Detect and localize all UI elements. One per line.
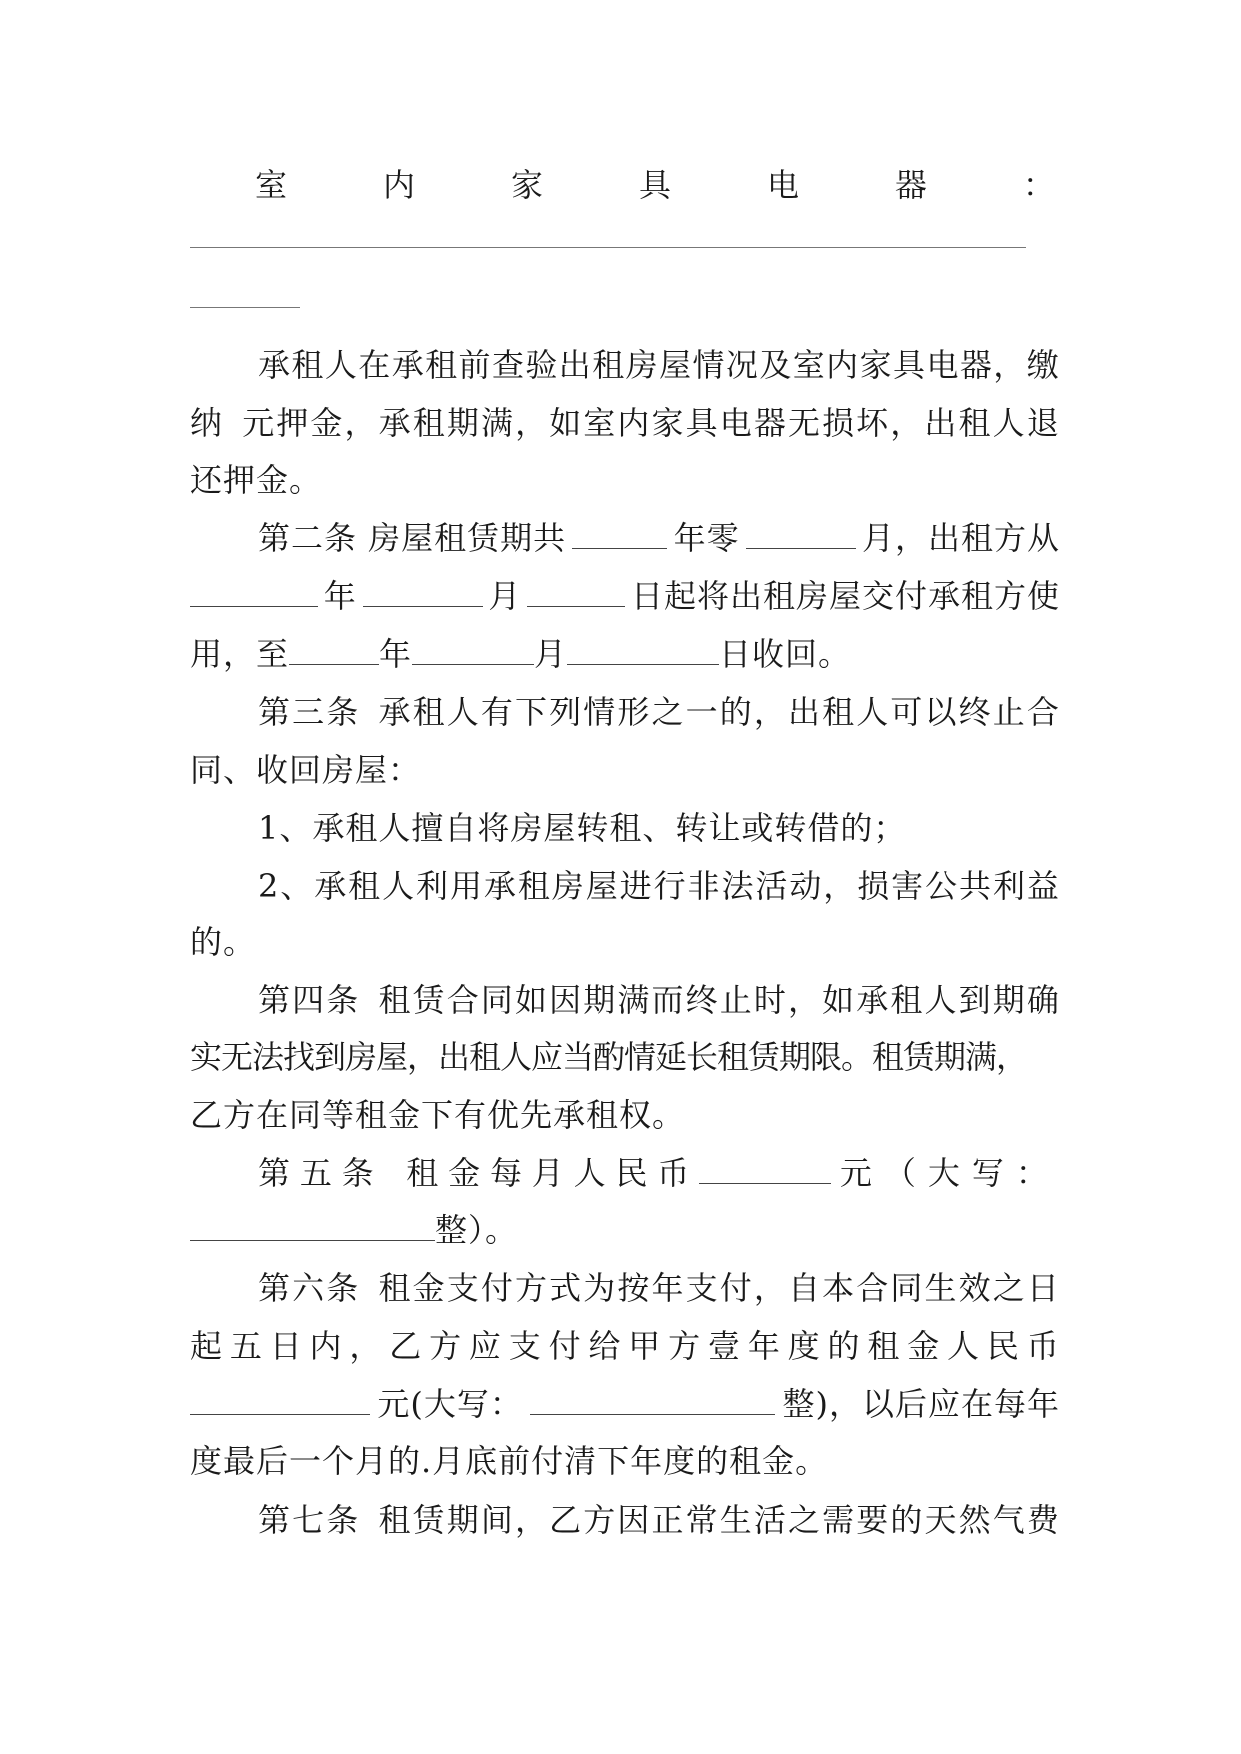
text-char: 有 [480, 693, 514, 731]
text-char: 活 [755, 867, 789, 905]
text-char: 日 [1026, 1269, 1060, 1307]
heading-char: ： [1022, 166, 1055, 204]
text-char: 式 [549, 1269, 583, 1307]
text-char: 合 [856, 1269, 890, 1307]
text-char [360, 1500, 377, 1540]
text-char: 租 [890, 981, 924, 1019]
text-char: 时 [753, 981, 787, 1019]
text-char: 按 [617, 1269, 651, 1307]
paragraph-line [258, 1268, 1060, 1308]
text-char: 条 [326, 1501, 360, 1539]
text-char: 终 [685, 981, 719, 1019]
text-char: 及 [759, 346, 793, 384]
article-char: 支 [508, 1327, 542, 1365]
text-char: 为 [583, 1269, 617, 1307]
text-char: 人 [924, 981, 958, 1019]
text-char: ， [823, 867, 857, 905]
heading-char: 内 [382, 166, 415, 204]
text-char: 满 [617, 981, 651, 1019]
text-char: 满 [480, 404, 514, 442]
text-char: 出 [924, 404, 958, 442]
text-char: 六 [292, 1269, 326, 1307]
text-char: 家 [651, 404, 685, 442]
text-char: 查 [491, 346, 525, 384]
text-char: 租 [412, 404, 446, 442]
text-char: 元 [242, 404, 276, 442]
text-char: 如 [549, 404, 583, 442]
article-char: 付 [548, 1327, 582, 1365]
heading-char: 具 [638, 166, 671, 204]
article-char: 金 [448, 1154, 482, 1192]
article-char: 条 [341, 1154, 375, 1192]
text-char: 坏 [856, 404, 890, 442]
text-char: 纳 [190, 404, 224, 442]
text-char [360, 1268, 377, 1308]
text-char: 同 [890, 1269, 924, 1307]
article-2-line-3 [190, 634, 1060, 674]
text-char: 常 [685, 1501, 719, 1539]
text-char: 而 [651, 981, 685, 1019]
article-char: 日 [269, 1327, 303, 1365]
paragraph-line [258, 980, 1060, 1020]
article-text: 月 [534, 635, 568, 673]
text-char: 确 [1026, 981, 1060, 1019]
text-char: 电 [719, 404, 753, 442]
text-char: 因 [549, 981, 583, 1019]
article-text: 年 [323, 577, 357, 615]
text-char: ， [993, 346, 1027, 384]
text-char: 共 [959, 867, 993, 905]
text-char: 承 [483, 867, 517, 905]
article-char: 租 [867, 1327, 901, 1365]
text-char: 期 [992, 981, 1026, 1019]
paragraph-line: 乙方在同等租金下有优先承租权。 [190, 1096, 686, 1134]
text-char: 非 [687, 867, 721, 905]
article-char: 起 [190, 1327, 224, 1365]
text-char: 条 [326, 1269, 360, 1307]
text-char [360, 692, 377, 732]
article-char: 币 [1026, 1327, 1060, 1365]
article-char: 人 [573, 1154, 607, 1192]
text-char: 下 [514, 693, 548, 731]
text-char: 活 [753, 1501, 787, 1539]
text-char: 之 [787, 1501, 821, 1539]
text-char: 付 [480, 1269, 514, 1307]
article-6-line-2 [190, 1326, 1060, 1366]
text-char: 生 [924, 1269, 958, 1307]
text-char: 租 [412, 693, 446, 731]
text-char [224, 403, 241, 443]
text-char: 方 [583, 1501, 617, 1539]
text-char: 之 [992, 1269, 1026, 1307]
article-6-line-3 [190, 1384, 1060, 1424]
text-char: 进 [619, 867, 653, 905]
text-char: 承 [314, 867, 348, 905]
heading-char: 室 [255, 166, 288, 204]
text-char: ， [515, 404, 549, 442]
blank-field [572, 518, 667, 549]
text-char: 列 [549, 693, 583, 731]
text-char: 益 [1026, 867, 1060, 905]
spacer [383, 1153, 397, 1193]
text-char: 出 [787, 693, 821, 731]
article-char: 方 [668, 1327, 702, 1365]
blank-field [412, 634, 534, 665]
text-char: 人 [382, 867, 416, 905]
text-char: 人 [856, 693, 890, 731]
article-char: ， [349, 1327, 383, 1365]
text-char: 方 [514, 1269, 548, 1307]
text-char: 内 [617, 404, 651, 442]
text-char: 租 [425, 346, 459, 384]
blank-field [363, 576, 483, 607]
text-char: 情 [583, 693, 617, 731]
text-char: 乙 [549, 1501, 583, 1539]
text-char: 具 [685, 404, 719, 442]
text-char: 第 [258, 1269, 292, 1307]
text-char: 正 [651, 1501, 685, 1539]
article-2-line-1 [258, 518, 1060, 558]
text-char: 期 [583, 981, 617, 1019]
text-char: 动 [789, 867, 823, 905]
text-char: 无 [787, 404, 821, 442]
text-char: 条 [326, 981, 360, 1019]
text-char: 的 [719, 693, 753, 731]
text-char: 合 [446, 981, 480, 1019]
text-char: 本 [822, 1269, 856, 1307]
article-char: 金 [907, 1327, 941, 1365]
text-char: 第 [258, 693, 292, 731]
text-char: 到 [958, 981, 992, 1019]
text-char: 费 [1026, 1501, 1060, 1539]
text-char: 器 [753, 404, 787, 442]
text-char: 损 [822, 404, 856, 442]
text-char: 行 [653, 867, 687, 905]
heading-char: 电 [766, 166, 799, 204]
heading-char: 家 [510, 166, 543, 204]
text-char: 缴 [1026, 346, 1060, 384]
article-text: 年 [379, 635, 413, 673]
text-char: 年 [651, 1269, 685, 1307]
text-char: 赁 [412, 981, 446, 1019]
paragraph-line [258, 345, 1060, 385]
paragraph-line [258, 1500, 1060, 1540]
text-char: 合 [1026, 693, 1060, 731]
article-text: 第二条 房屋租赁期共 [258, 519, 567, 557]
blank-field [289, 634, 379, 665]
blank-field [190, 1210, 435, 1241]
text-char: 租 [592, 346, 626, 384]
text-char: 房 [551, 867, 585, 905]
text-char: 人 [992, 404, 1026, 442]
article-text: 月 [488, 577, 522, 615]
text-char: 租 [291, 346, 325, 384]
text-char: 三 [292, 693, 326, 731]
text-char: 租 [378, 1269, 412, 1307]
text-char: 止 [719, 981, 753, 1019]
text-char: 具 [893, 346, 927, 384]
article-char: 度 [787, 1327, 821, 1365]
text-char: 内 [826, 346, 860, 384]
list-item [258, 866, 1060, 906]
article-char: 租 [406, 1154, 440, 1192]
text-char: 屋 [659, 346, 693, 384]
text-char: 形 [617, 693, 651, 731]
text-char: 间 [480, 1501, 514, 1539]
text-char: 第 [258, 1501, 292, 1539]
article-char: 给 [588, 1327, 622, 1365]
text-char: ， [787, 981, 821, 1019]
text-char: 情 [692, 346, 726, 384]
text-char: 器 [959, 346, 993, 384]
text-char: 租 [822, 693, 856, 731]
article-char: 乙 [389, 1327, 423, 1365]
text-char: 租 [378, 1501, 412, 1539]
blank-field [530, 1384, 775, 1415]
article-char: 甲 [628, 1327, 662, 1365]
text-char [360, 980, 377, 1020]
text-char: ， [753, 693, 787, 731]
article-5-line-1 [258, 1153, 1060, 1193]
list-item: 1、承租人擅自将房屋转租、转让或转借的； [258, 809, 907, 847]
article-char: 方 [429, 1327, 463, 1365]
article-char: 应 [468, 1327, 502, 1365]
text-char: 需 [822, 1501, 856, 1539]
article-text: 元(大写： [377, 1385, 523, 1423]
text-char: 承 [258, 346, 292, 384]
text-char: 法 [721, 867, 755, 905]
text-char: 电 [926, 346, 960, 384]
article-char: 第 [258, 1154, 292, 1192]
text-char: 出 [558, 346, 592, 384]
article-char: 每 [489, 1154, 523, 1192]
text-char: 然 [958, 1501, 992, 1539]
paragraph-line: 实无法找到房屋，出租人应当酌情延长租赁期限。租赁期满， [190, 1038, 1028, 1076]
article-char: 的 [827, 1327, 861, 1365]
text-char: 租 [348, 867, 382, 905]
fill-in-line [190, 307, 300, 308]
article-char: 人 [947, 1327, 981, 1365]
article-text: 整)，以后应在每年 [782, 1385, 1060, 1423]
text-char: 验 [525, 346, 559, 384]
text-char: 同 [480, 981, 514, 1019]
article-char: 民 [615, 1154, 649, 1192]
text-char: 用 [449, 867, 483, 905]
text-char: 要 [856, 1501, 890, 1539]
text-char: 终 [958, 693, 992, 731]
article-text: 年零 [673, 519, 740, 557]
text-char: 承 [378, 693, 412, 731]
blank-field [699, 1153, 831, 1184]
text-char: 室 [583, 404, 617, 442]
text-char: ， [753, 1269, 787, 1307]
article-char: 内 [309, 1327, 343, 1365]
paragraph-line: 的。 [190, 923, 257, 961]
blank-field [746, 518, 856, 549]
text-char: 条 [326, 693, 360, 731]
paragraph-line [258, 692, 1060, 732]
article-char: 民 [986, 1327, 1020, 1365]
text-char: 可 [890, 693, 924, 731]
text-char: 室 [792, 346, 826, 384]
heading-char: 器 [894, 166, 927, 204]
text-char: 天 [924, 1501, 958, 1539]
text-char: 公 [925, 867, 959, 905]
article-char: 月 [531, 1154, 565, 1192]
text-char: 第 [258, 981, 292, 1019]
article-char: 五 [229, 1327, 263, 1365]
text-char: 自 [787, 1269, 821, 1307]
article-2-line-2 [190, 576, 1060, 616]
blank-field [190, 1384, 370, 1415]
text-char: 损 [857, 867, 891, 905]
paragraph-line: 同、收回房屋： [190, 751, 422, 789]
article-char: 币 [657, 1154, 691, 1192]
text-char: ， [514, 1501, 548, 1539]
article-char: 五 [299, 1154, 333, 1192]
text-char: 七 [292, 1501, 326, 1539]
article-char: 年 [747, 1327, 781, 1365]
text-char: 付 [719, 1269, 753, 1307]
text-char: 承 [378, 404, 412, 442]
paragraph-line: 度最后一个月的.月底前付清下年度的租金。 [190, 1442, 829, 1480]
text-char: 承 [856, 981, 890, 1019]
article-text: 日收回。 [719, 635, 852, 673]
text-char: 在 [358, 346, 392, 384]
text-char: 金 [412, 1269, 446, 1307]
article-5-line-2 [190, 1210, 1060, 1250]
text-char: 况 [725, 346, 759, 384]
text-char: 四 [292, 981, 326, 1019]
text-char: 的 [890, 1501, 924, 1539]
text-char: 租 [378, 981, 412, 1019]
text-char: 利 [992, 867, 1026, 905]
text-char: 利 [416, 867, 450, 905]
text-char: 如 [822, 981, 856, 1019]
text-char: 效 [958, 1269, 992, 1307]
text-char: 退 [1026, 404, 1060, 442]
text-char: 以 [924, 693, 958, 731]
text-char: 家 [859, 346, 893, 384]
text-char: 人 [446, 693, 480, 731]
paragraph-line [190, 403, 1060, 443]
text-char: 押 [276, 404, 310, 442]
blank-field [567, 634, 719, 665]
article-text: 月，出租方从 [861, 519, 1060, 557]
article-text: 用，至 [190, 635, 290, 673]
text-char: 支 [446, 1269, 480, 1307]
text-char: 人 [324, 346, 358, 384]
article-char: 壹 [707, 1327, 741, 1365]
text-char: 期 [446, 1501, 480, 1539]
text-char: 租 [958, 404, 992, 442]
text-char: 支 [685, 1269, 719, 1307]
text-char: 期 [446, 404, 480, 442]
text-char: 租 [517, 867, 551, 905]
fill-in-line [190, 247, 1026, 248]
blank-field [190, 576, 318, 607]
article-text: 元（大写： [839, 1154, 1060, 1192]
text-char: 屋 [585, 867, 619, 905]
text-char: ， [890, 404, 924, 442]
text-char: 赁 [412, 1501, 446, 1539]
article-text: 整）。 [435, 1211, 519, 1249]
text-char: ， [344, 404, 378, 442]
text-char: 因 [617, 1501, 651, 1539]
text-char: 承 [391, 346, 425, 384]
text-char: 气 [992, 1501, 1026, 1539]
text-char: 止 [992, 693, 1026, 731]
text-char: 害 [891, 867, 925, 905]
text-char: 之 [651, 693, 685, 731]
text-char: 2 [258, 867, 280, 905]
text-char: 金 [310, 404, 344, 442]
article-text: 日起将出租房屋交付承租方使 [630, 577, 1060, 615]
text-char: 如 [514, 981, 548, 1019]
furniture-heading [255, 165, 1055, 205]
text-char: 前 [458, 346, 492, 384]
text-char: 生 [719, 1501, 753, 1539]
paragraph-line: 还押金。 [190, 461, 323, 499]
blank-field [527, 576, 625, 607]
text-char: 房 [625, 346, 659, 384]
text-char: 、 [280, 867, 314, 905]
text-char: 一 [685, 693, 719, 731]
